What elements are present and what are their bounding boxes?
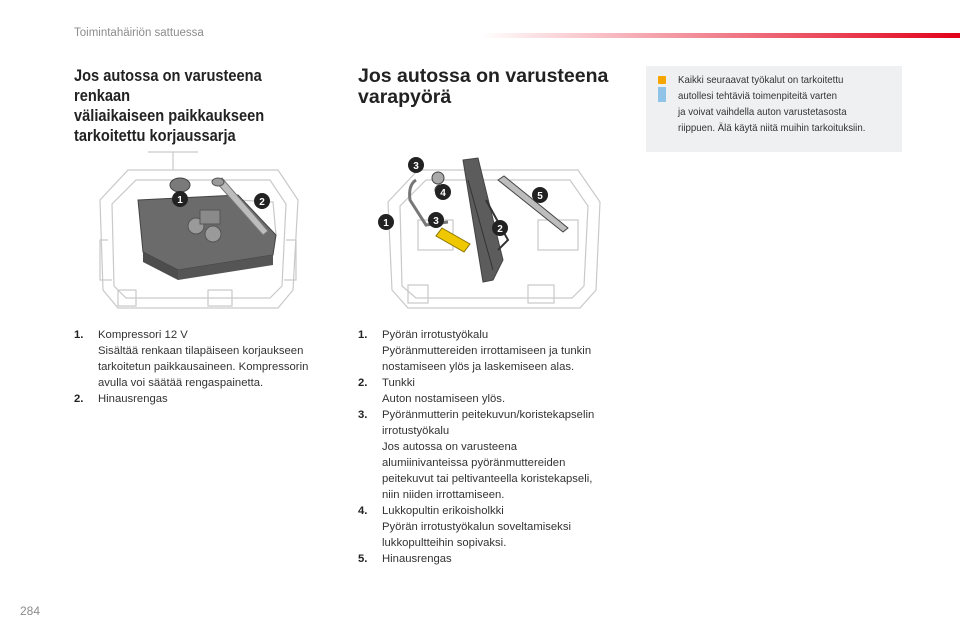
svg-text:4: 4 (440, 188, 446, 199)
info-text: Kaikki seuraavat työkalut on tarkoitettu autollesi tehtäviä toimenpiteitä varten ja voivat vaihdella auton varustetasosta riippuen. Älä käytä niitä muihin tarkoituksiin. (678, 74, 866, 134)
item-description: Pyörän irrotustyökalun soveltamiseksi lukkopultteihin sopivaksi. (382, 521, 571, 549)
repair-kit-item-list (74, 327, 344, 407)
header-accent-rule (480, 33, 960, 38)
svg-text:1: 1 (383, 218, 389, 229)
item-number: 1. (358, 329, 368, 341)
list-item (358, 407, 628, 503)
section-title: Toimintahäiriön sattuessa (74, 27, 204, 39)
item-number: 4. (358, 505, 368, 517)
info-icon (656, 76, 668, 102)
info-box (646, 66, 902, 152)
spare-wheel-tools-illustration (368, 140, 608, 315)
item-number: 5. (358, 553, 368, 565)
svg-text:5: 5 (537, 191, 543, 202)
list-item (358, 327, 628, 375)
callout-badge-2 (254, 193, 270, 209)
spare-wheel-item-list (358, 327, 628, 567)
middle-heading: Jos autossa on varusteena varapyörä (358, 65, 609, 108)
list-item (74, 391, 344, 407)
callout-badge-3-top (408, 157, 424, 173)
item-description: Jos autossa on varusteena alumiinivanteissa pyöränmuttereiden peitekuvut tai peltivanteella koristekapseli, niin niiden irrottamiseen. (382, 441, 593, 501)
item-title: Lukkopultin erikoisholkki (382, 505, 504, 517)
item-title: Pyöränmutterin peitekuvun/koristekapselin irrotustyökalu (382, 409, 595, 437)
page-number: 284 (20, 604, 41, 618)
callout-badge-3-bottom (428, 212, 444, 228)
item-number: 2. (74, 393, 84, 405)
item-title: Kompressori 12 V (98, 329, 188, 341)
svg-text:3: 3 (433, 216, 439, 227)
item-number: 2. (358, 377, 368, 389)
item-title: Hinausrengas (382, 553, 452, 565)
item-title: Hinausrengas (98, 393, 168, 405)
list-item (358, 551, 628, 567)
item-title: Pyörän irrotustyökalu (382, 329, 489, 341)
callout-badge-1 (172, 191, 188, 207)
svg-text:1: 1 (177, 195, 183, 206)
list-item (358, 375, 628, 407)
item-number: 3. (358, 409, 368, 421)
callout-badge-2 (492, 220, 508, 236)
svg-text:2: 2 (497, 224, 503, 235)
item-title: Tunkki (382, 377, 415, 389)
callout-badge-1 (378, 214, 394, 230)
svg-text:2: 2 (259, 197, 265, 208)
svg-text:3: 3 (413, 161, 419, 172)
list-item (74, 327, 344, 391)
callout-badge-4 (435, 184, 451, 200)
item-number: 1. (74, 329, 84, 341)
item-description: Pyöränmuttereiden irrottamiseen ja tunkin nostamiseen ylös ja laskemiseen alas. (382, 345, 592, 373)
list-item (358, 503, 628, 551)
item-description: Sisältää renkaan tilapäiseen korjaukseen tarkoitetun paikkausaineen. Kompressorin avulla voi säätää rengaspainetta. (98, 345, 309, 389)
item-description: Auton nostamiseen ylös. (382, 393, 506, 405)
callout-badge-5 (532, 187, 548, 203)
left-heading: Jos autossa on varusteena renkaan väliaikaiseen paikkaukseen tarkoitettu korjaussarja (74, 66, 265, 145)
repair-kit-illustration (88, 140, 308, 315)
